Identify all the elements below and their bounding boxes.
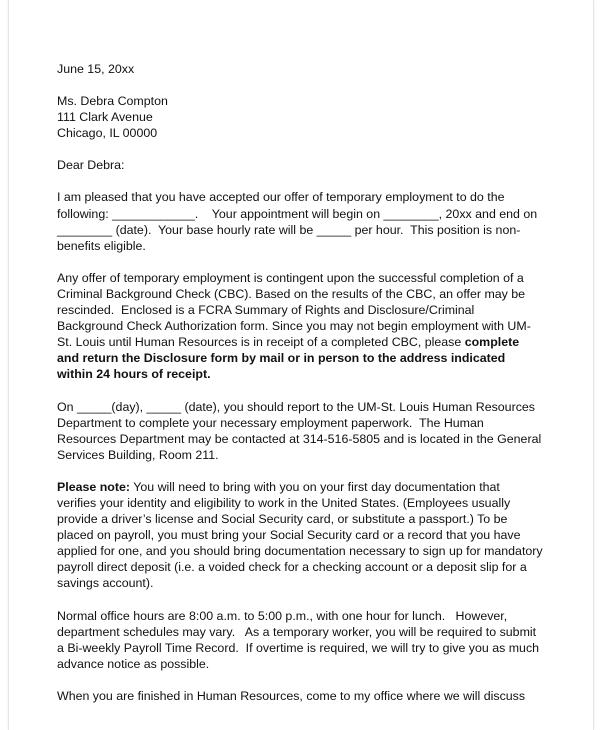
paragraph-office-hours [57,608,540,672]
paragraph-line: placed on payroll, you must bring your Social Security card or a record that you have [57,528,521,543]
paragraph-line: applied for one, and you should bring documentation necessary to sign up for mandatory [57,544,543,559]
paragraph-line: Background Check Authorization form. Since you may not begin employment with UM- [57,319,531,334]
bold-instruction: within 24 hours of receipt. [57,367,211,382]
letter-date: June 15, 20xx [57,62,135,76]
please-note-label: Please note: [57,479,130,494]
paragraph-background-check [57,270,531,383]
paragraph-line: savings account). [57,576,154,591]
address-line: Ms. Debra Compton [57,94,168,109]
paragraph-line: a Bi-weekly Payroll Time Record. If overtime is required, we will try to give you as much [57,640,540,655]
paragraph-line: rescinded. Enclosed is a FCRA Summary of Rights and Disclosure/Criminal [57,303,475,318]
paragraph-line-partial: When you are finished in Human Resources, come to my office where we will discuss [57,688,526,703]
recipient-address [57,93,527,141]
spacer [57,254,527,270]
paragraph-offer [57,189,538,253]
paragraph-line: following: ____________. Your appointment will begin on ________, 20xx and end on [57,206,538,221]
address-line: 111 Clark Avenue [57,110,153,125]
paragraph-line [57,334,527,350]
spacer [57,77,527,93]
paragraph-line [57,479,527,495]
paragraph-line: Any offer of temporary employment is contingent upon the successful completion of a [57,270,524,285]
paragraph-line: Normal office hours are 8:00 a.m. to 5:00 p.m., with one hour for lunch. However, [57,608,508,623]
line-text: St. Louis until Human Resources is in receipt of a completed CBC, please [57,335,465,350]
salutation: Dear Debra: [57,158,125,173]
paragraph-line: Services Building, Room 211. [57,447,219,462]
paragraph-line: On _____(day), _____ (date), you should report to the UM-St. Louis Human Resources [57,399,535,414]
paragraph-line: verifies your identity and eligibility to work in the United States. (Employees usually [57,495,511,510]
bold-instruction: complete [464,335,520,350]
paragraph-line: I am pleased that you have accepted our offer of temporary employment to do the [57,190,505,205]
paragraph-report-date [57,399,542,463]
line-text: You will need to bring with you on your first day documentation that [130,479,500,494]
paragraph-line: department schedules may vary. As a temporary worker, you will be required to submit [57,624,537,639]
spacer [57,672,527,688]
paragraph-line: Resources Department may be contacted at 314-516-5805 and is located in the General [57,431,542,446]
paragraph-documentation [57,479,543,592]
paragraph-line: Department to complete your necessary employment paperwork. The Human [57,415,484,430]
spacer [57,592,527,608]
paragraph-line: benefits eligible. [57,238,146,253]
spacer [57,141,527,157]
letter-body [57,61,543,704]
bold-instruction: and return the Disclosure form by mail or in person to the address indicated [57,351,506,366]
paragraph-line: advance notice as possible. [57,656,210,671]
address-line: Chicago, IL 00000 [57,126,158,141]
paragraph-line: Criminal Background Check (CBC). Based on the results of the CBC, an offer may be [57,286,526,301]
spacer [57,463,527,479]
paragraph-line: provide a driver’s license and Social Security card, or substitute a passport.) To be [57,512,508,527]
spacer [57,173,527,189]
document-page [8,0,594,730]
paragraph-line: ________ (date). Your base hourly rate will be _____ per hour. This position is non- [57,222,521,237]
spacer [57,383,527,399]
paragraph-line: payroll direct deposit (i.e. a voided check for a checking account or a deposit slip for a [57,560,527,575]
